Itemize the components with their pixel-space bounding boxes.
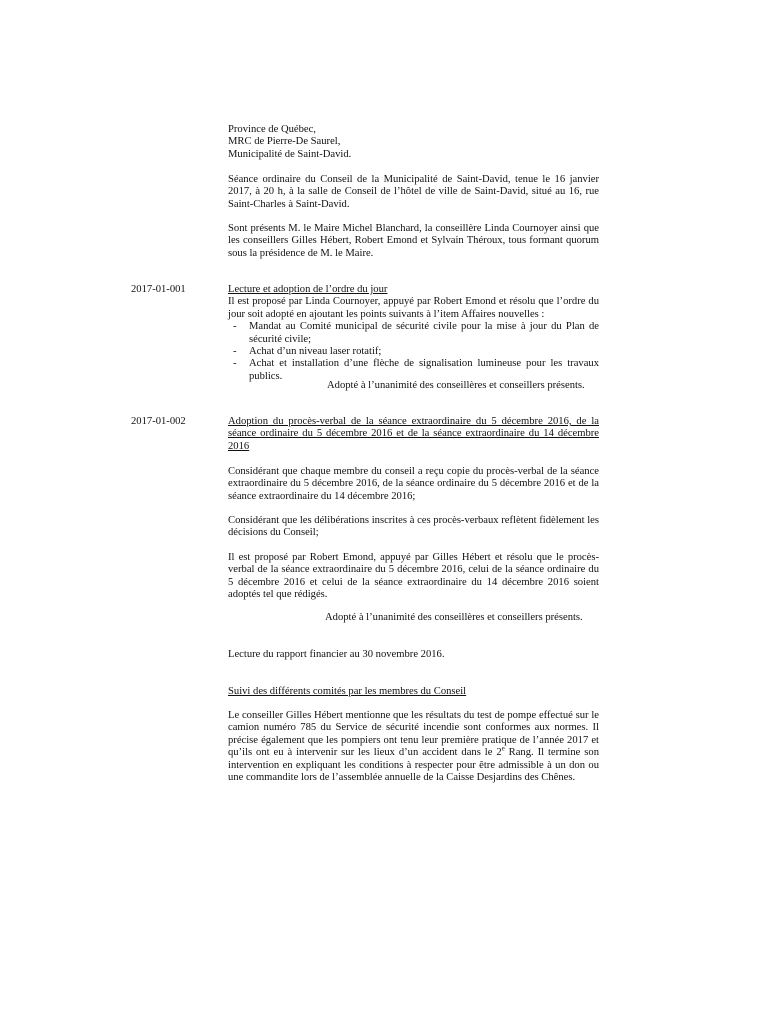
considering-paragraph-1: Considérant que chaque membre du conseil a reçu copie du procès-verbal de la séance extraordinaire du 5 décembre 2016, de la séance ordinaire du 5 décembre 2016 et de la séance extraordinaire du 14 décembre 2016; — [228, 466, 599, 502]
resolution-title: Lecture et adoption de l’ordre du jour — [228, 284, 388, 295]
considering-paragraph-2: Considérant que les délibérations inscrites à ces procès-verbaux reflètent fidèlement les décisions du Conseil; — [228, 515, 599, 539]
header-province: Province de Québec, — [228, 124, 316, 135]
header-municipality: Municipalité de Saint-David. — [228, 148, 352, 160]
financial-report-reading: Lecture du rapport financier au 30 novembre 2016. — [228, 649, 445, 660]
proposal-paragraph: Il est proposé par Robert Emond, appuyé par Gilles Hébert et résolu que le procès-verbal de la séance extraordinaire du 5 décembre 2016, celui de la séance ordinaire du 5 décembre 2016 et celui de la séance extraordinaire du 14 décembre 2016 soient adoptés tel que rédigés. — [228, 552, 599, 601]
address-header — [228, 124, 599, 161]
list-item: - Achat d’un niveau laser rotatif; — [233, 346, 382, 358]
attendance-paragraph: Sont présents M. le Maire Michel Blanchard, la conseillère Linda Cournoyer ainsi que les conseillers Gilles Hébert, Robert Emond et Sylvain Théroux, tous formant quorum sous la présidence de M. le Maire. — [228, 223, 599, 259]
resolution-number: 2017-01-001 — [131, 284, 186, 295]
committees-title: Suivi des différents comités par les membres du Conseil — [228, 686, 467, 697]
resolution-1 — [228, 284, 599, 383]
resolution-number: 2017-01-002 — [131, 416, 186, 427]
list-item: - Achat et installation d’une flèche de signalisation lumineuse pour les travaux publics. — [233, 358, 599, 382]
adopted-unanimously: Adopté à l’unanimité des conseillères et conseillers présents. — [325, 612, 583, 623]
committees-paragraph: Le conseiller Gilles Hébert mentionne que les résultats du test de pompe effectué sur le camion numéro 785 du Service de sécurité incendie sont conformes aux normes. Il précise également que les pompiers ont tenu leur première pratique de l’année 2017 et qu’ils ont eu à intervenir sur les lieux d’un accident dans le 2e Rang. Il termine son intervention en expliquant les conditions à respecter pour être admissible à un don ou une commandite lors de l’assemblée annuelle de la Caisse Desjardins des Chênes. — [228, 710, 599, 784]
resolution-text: Il est proposé par Linda Cournoyer, appuyé par Robert Emond et résolu que l’ordre du jour soit adopté en ajoutant les points suivants à l’item Affaires nouvelles : — [228, 296, 599, 320]
resolution-title: Adoption du procès-verbal de la séance extraordinaire du 5 décembre 2016, de la séance ordinaire du 5 décembre 2016 et de la séance extraordinaire du 14 décembre 2016 — [228, 416, 599, 452]
adopted-unanimously: Adopté à l’unanimité des conseillères et conseillers présents. — [327, 380, 585, 391]
header-mrc: MRC de Pierre-De Saurel, — [228, 136, 341, 148]
meeting-intro: Séance ordinaire du Conseil de la Municipalité de Saint-David, tenue le 16 janvier 2017, à 20 h, à la salle de Conseil de l’hôtel de ville de Saint-David, situé au 16, rue Saint-Charles à Saint-David. — [228, 174, 599, 210]
new-items-list — [228, 321, 599, 383]
list-item: - Mandat au Comité municipal de sécurité civile pour la mise à jour du Plan de sécurité civile; — [233, 321, 599, 345]
